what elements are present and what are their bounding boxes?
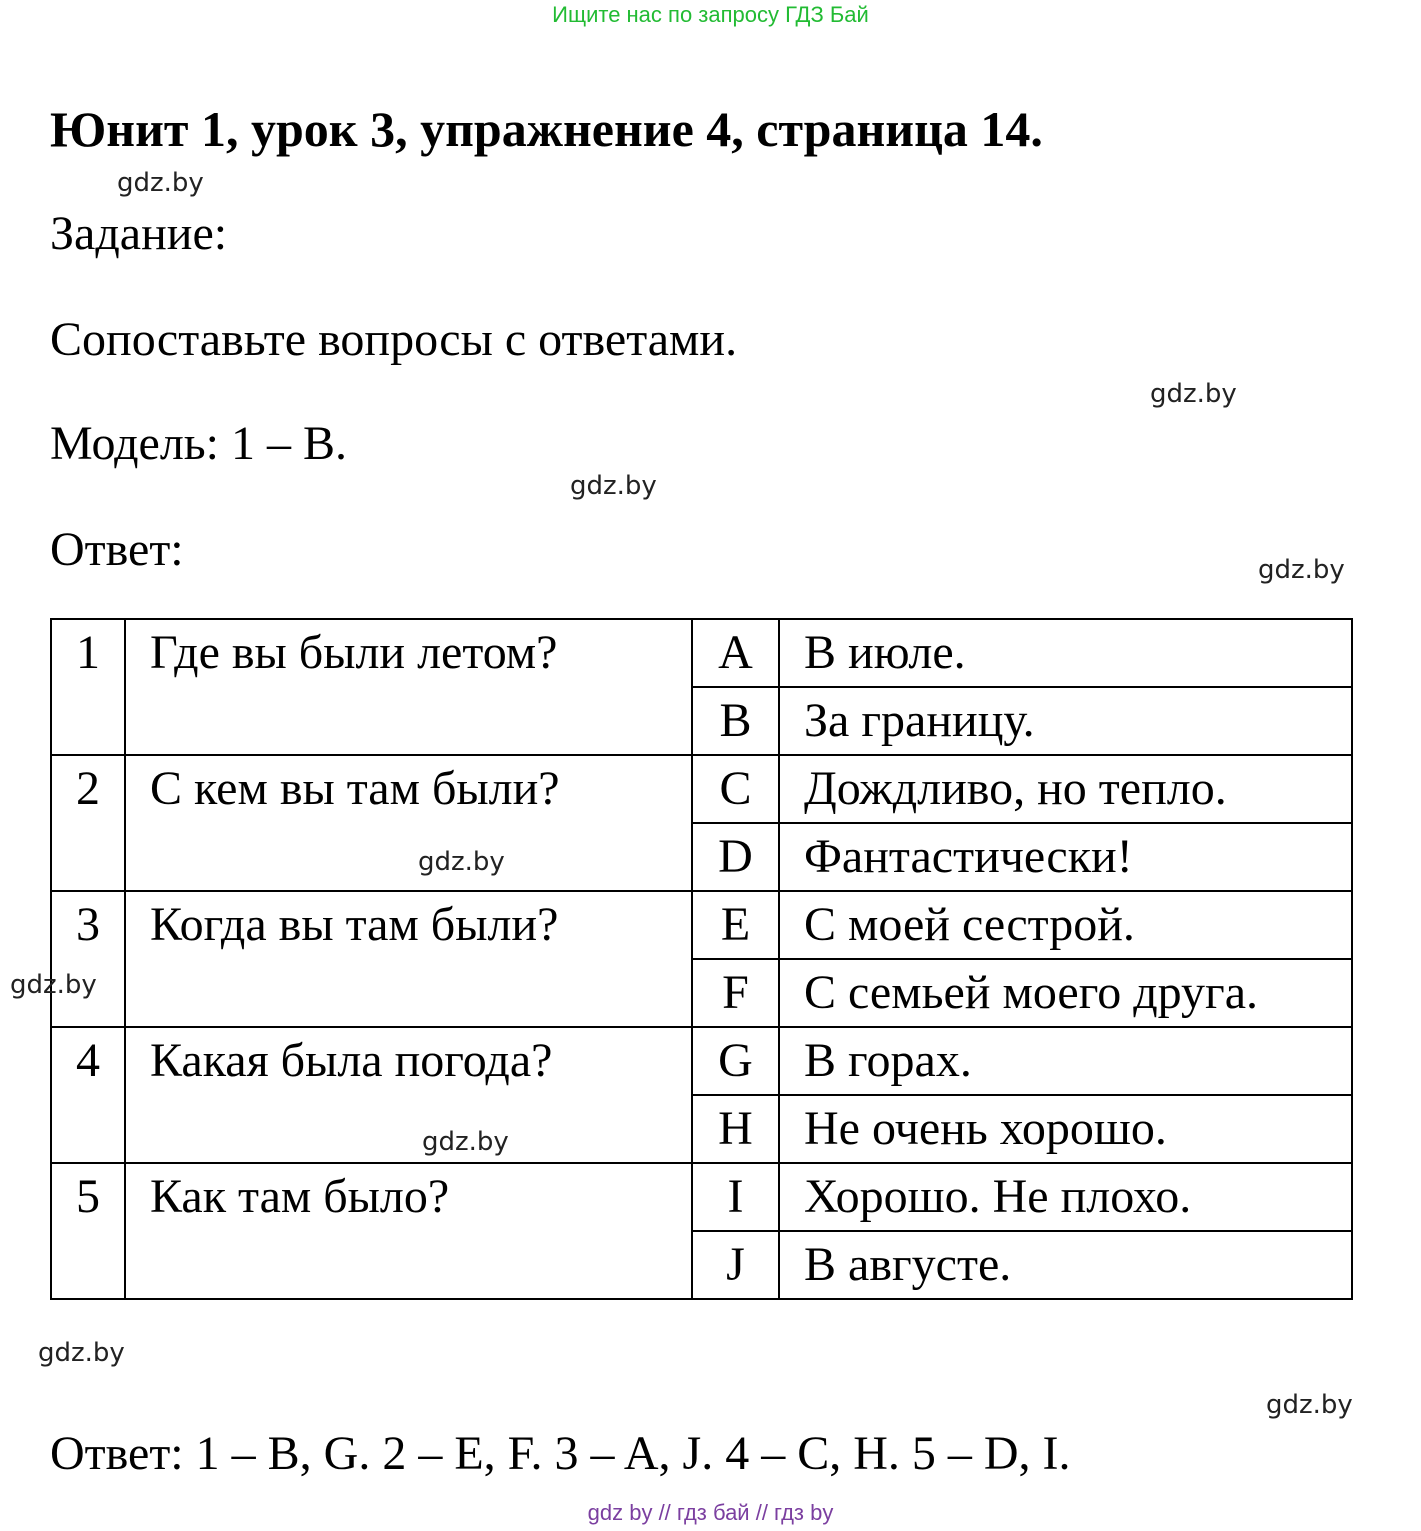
answer-letter: A (692, 619, 779, 687)
question-number: 5 (51, 1163, 125, 1299)
question-number: 3 (51, 891, 125, 1027)
question-text: Как там было? (125, 1163, 692, 1299)
table-row (51, 1163, 1352, 1231)
answer-letter: H (692, 1095, 779, 1163)
answer-text: С семьей моего друга. (779, 959, 1352, 1027)
watermark: gdz.by (117, 168, 204, 198)
answer-letter: C (692, 755, 779, 823)
question-text: Какая была погода? (125, 1027, 692, 1163)
answer-letter: G (692, 1027, 779, 1095)
watermark: gdz.by (10, 970, 97, 1000)
question-text: Где вы были летом? (125, 619, 692, 755)
watermark: gdz.by (1258, 555, 1345, 585)
table-row (51, 891, 1352, 959)
question-text: Когда вы там были? (125, 891, 692, 1027)
answer-text: Не очень хорошо. (779, 1095, 1352, 1163)
footer-links[interactable]: gdz by // гдз бай // гдз by (587, 1500, 834, 1525)
instruction-text: Сопоставьте вопросы с ответами. (50, 313, 738, 366)
question-number: 2 (51, 755, 125, 891)
answer-text: В августе. (779, 1231, 1352, 1299)
question-number: 1 (51, 619, 125, 755)
table-row (51, 1027, 1352, 1095)
answer-text: С моей сестрой. (779, 891, 1352, 959)
watermark: gdz.by (1150, 379, 1237, 409)
watermark: gdz.by (38, 1338, 125, 1368)
answer-letter: I (692, 1163, 779, 1231)
answer-label: Ответ: (50, 523, 184, 576)
page-title: Юнит 1, урок 3, упражнение 4, страница 14. (50, 101, 1043, 157)
answer-letter: F (692, 959, 779, 1027)
watermark: gdz.by (422, 1127, 509, 1157)
question-number: 4 (51, 1027, 125, 1163)
answer-letter: B (692, 687, 779, 755)
answer-letter: E (692, 891, 779, 959)
table-row (51, 619, 1352, 687)
answer-text: Дождливо, но тепло. (779, 755, 1352, 823)
watermark: gdz.by (418, 847, 505, 877)
answer-text: Хорошо. Не плохо. (779, 1163, 1352, 1231)
matching-table (50, 618, 1353, 1300)
question-text: С кем вы там были? (125, 755, 692, 891)
model-example: Модель: 1 – B. (50, 417, 348, 470)
top-banner-link[interactable]: Ищите нас по запросу ГДЗ Бай (552, 2, 869, 27)
final-answer: Ответ: 1 – B, G. 2 – E, F. 3 – A, J. 4 – C, H. 5 – D, I. (50, 1427, 1071, 1480)
watermark: gdz.by (570, 471, 657, 501)
watermark: gdz.by (1266, 1390, 1353, 1420)
table-row (51, 755, 1352, 823)
answer-text: За границу. (779, 687, 1352, 755)
answer-letter: D (692, 823, 779, 891)
answer-text: В июле. (779, 619, 1352, 687)
answer-letter: J (692, 1231, 779, 1299)
answer-text: Фантастически! (779, 823, 1352, 891)
task-label: Задание: (50, 207, 228, 260)
answer-text: В горах. (779, 1027, 1352, 1095)
